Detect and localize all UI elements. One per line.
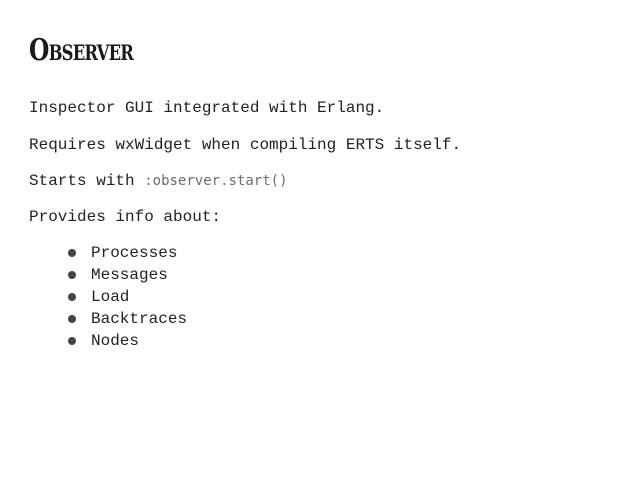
list-item-label: Processes (91, 244, 178, 262)
bullet-dot-icon (68, 293, 76, 301)
bullet-dot-icon (68, 249, 76, 257)
list-item-label: Messages (91, 266, 168, 284)
slide-title: Observer (29, 33, 134, 68)
paragraph-requires: Requires wxWidget when compiling ERTS itself. (29, 136, 462, 154)
inline-code: :observer.start() (144, 173, 288, 189)
paragraph-inspector: Inspector GUI integrated with Erlang. (29, 99, 385, 117)
paragraph-starts-with (29, 171, 288, 191)
paragraph-provides: Provides info about: (29, 208, 222, 226)
bullet-dot-icon (68, 315, 76, 323)
bullet-dot-icon (68, 337, 76, 345)
starts-with-text: Starts with (29, 172, 145, 190)
list-item-label: Load (91, 288, 130, 306)
list-item-label: Nodes (91, 332, 140, 350)
list-item-label: Backtraces (91, 310, 188, 328)
bullet-dot-icon (68, 271, 76, 279)
